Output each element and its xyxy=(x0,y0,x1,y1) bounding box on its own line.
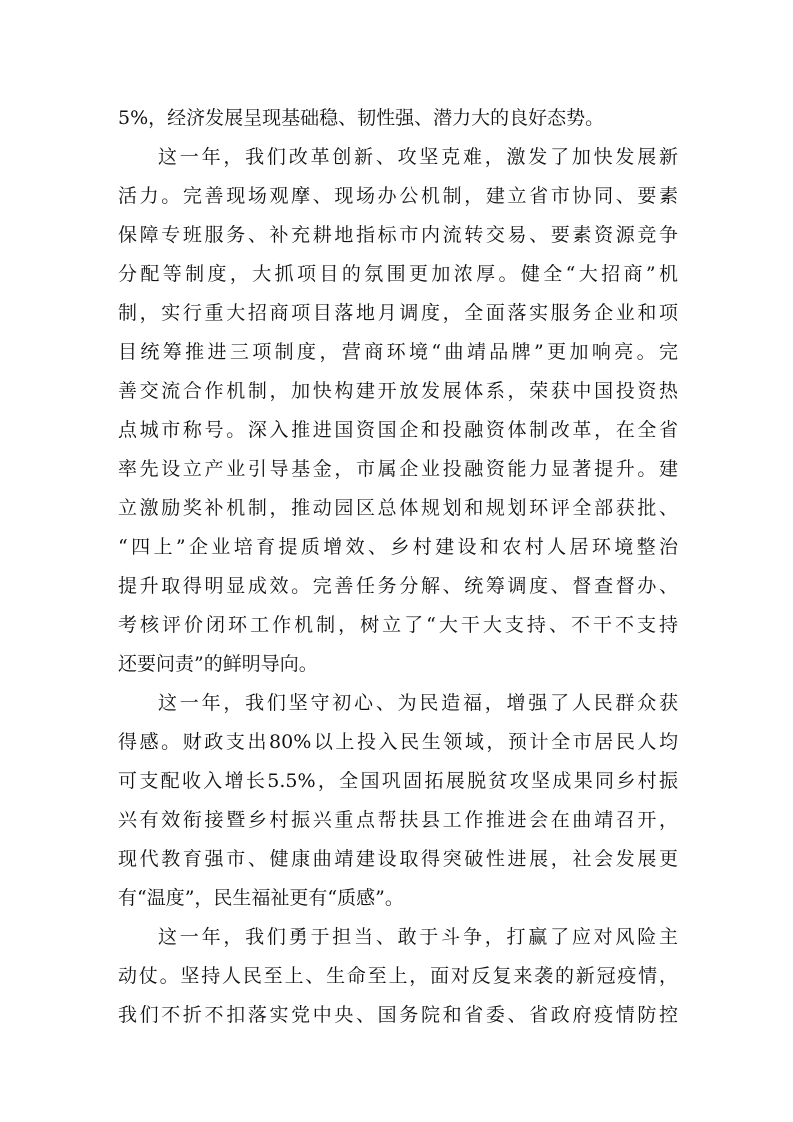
text-line: 有“温度”，民生福祉更有“质感”。 xyxy=(118,887,404,909)
text-line: “四上”企业培育提质增效、乡村建设和农村人居环境整治 xyxy=(118,536,678,558)
text-line: 立激励奖补机制，推动园区总体规划和规划环评全部获批、 xyxy=(118,497,678,519)
text-line: 现代教育强市、健康曲靖建设取得突破性进展，社会发展更 xyxy=(118,848,678,870)
text-line: 5%，经济发展呈现基础稳、韧性强、潜力大的良好态势。 xyxy=(118,107,605,129)
text-line: 率先设立产业引导基金，市属企业投融资能力显著提升。建 xyxy=(118,458,678,480)
text-line: 点城市称号。深入推进国资国企和投融资体制改革，在全省 xyxy=(118,419,678,441)
text-line: 保障专班服务、补充耕地指标市内流转交易、要素资源竞争 xyxy=(118,224,678,246)
text-line: 目统筹推进三项制度，营商环境“曲靖品牌”更加响亮。完 xyxy=(118,341,678,363)
paragraph-start-line: 这一年，我们坚守初心、为民造福，增强了人民群众获 xyxy=(158,692,678,714)
paragraph-start-line: 这一年，我们勇于担当、敢于斗争，打赢了应对风险主 xyxy=(158,926,678,948)
text-line: 兴有效衔接暨乡村振兴重点帮扶县工作推进会在曲靖召开， xyxy=(118,809,678,831)
text-line: 可支配收入增长5.5%，全国巩固拓展脱贫攻坚成果同乡村振 xyxy=(118,770,678,792)
text-line: 活力。完善现场观摩、现场办公机制，建立省市协同、要素 xyxy=(118,185,678,207)
text-line: 动仗。坚持人民至上、生命至上，面对反复来袭的新冠疫情， xyxy=(118,965,678,987)
text-line: 分配等制度，大抓项目的氛围更加浓厚。健全“大招商”机 xyxy=(118,263,678,285)
text-line: 提升取得明显成效。完善任务分解、统筹调度、督查督办、 xyxy=(118,575,678,597)
text-line: 我们不折不扣落实党中央、国务院和省委、省政府疫情防控 xyxy=(118,1004,678,1026)
paragraph-start-line: 这一年，我们改革创新、攻坚克难，激发了加快发展新 xyxy=(158,146,678,168)
text-line: 还要问责”的鲜明导向。 xyxy=(118,653,318,675)
text-line: 考核评价闭环工作机制，树立了“大干大支持、不干不支持 xyxy=(118,614,678,636)
text-line: 制，实行重大招商项目落地月调度，全面落实服务企业和项 xyxy=(118,302,678,324)
text-line: 善交流合作机制，加快构建开放发展体系，荣获中国投资热 xyxy=(118,380,678,402)
text-line: 得感。财政支出80%以上投入民生领域，预计全市居民人均 xyxy=(118,731,678,753)
